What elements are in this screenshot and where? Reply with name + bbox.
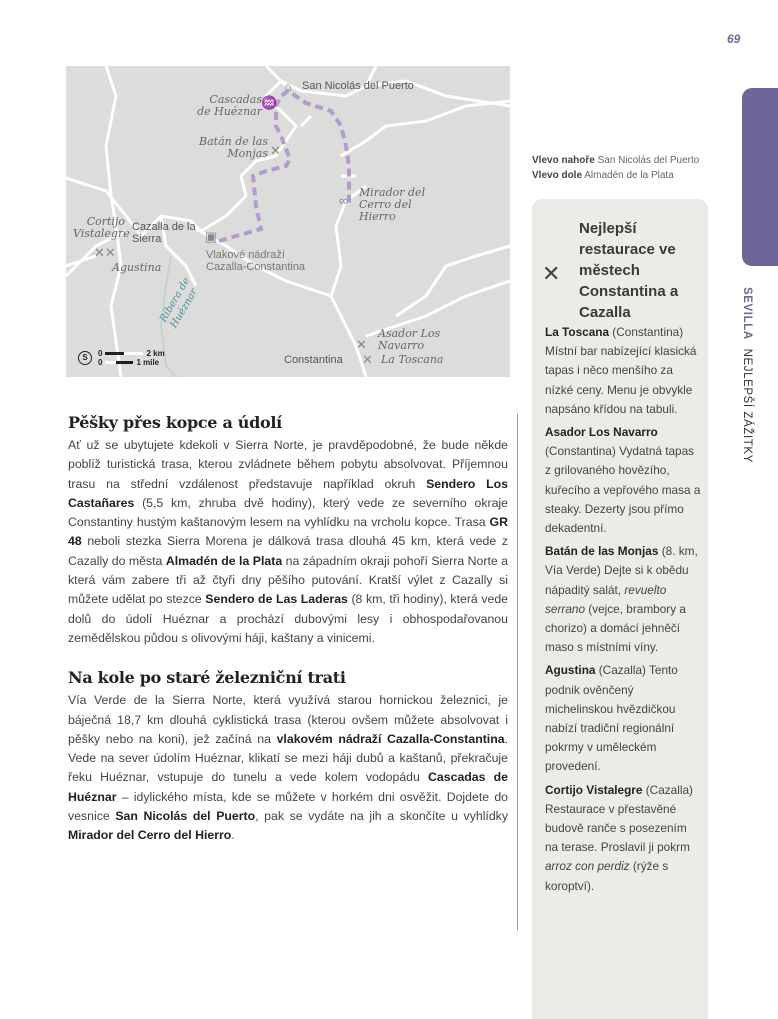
restaurant-icon: ✕✕ bbox=[94, 245, 116, 260]
restaurant-list bbox=[545, 323, 703, 900]
bold-term: San Nicolás del Puerto bbox=[115, 809, 256, 824]
text-run: . Vede na sever údolím Huéznar, klikatí se mezi háji dubů a kaštanů, překračuje řeku Huéznar, vstupuje do tunelu a vede kolem vodopádu bbox=[68, 731, 508, 785]
scale-zero-km: 0 bbox=[98, 349, 103, 358]
map-label-agustina: Agustina bbox=[112, 261, 162, 274]
list-item bbox=[545, 781, 703, 896]
map-label-toscana: La Toscana bbox=[381, 353, 444, 366]
compass-icon: S bbox=[78, 351, 92, 365]
map-label-cortijo: Cortijo Vistalegre bbox=[73, 215, 130, 240]
scale-zero-mile: 0 bbox=[98, 358, 103, 367]
restaurant-desc: (vejce, brambory a chorizo) a domácí jehněčí maso s místními víny. bbox=[545, 601, 686, 655]
town-icon: ⌂ bbox=[284, 79, 292, 94]
map-label-san-nicolas: San Nicolás del Puerto bbox=[302, 80, 414, 92]
map-label-asador: Asador Los Navarro bbox=[378, 327, 441, 352]
running-header bbox=[741, 287, 753, 463]
list-item bbox=[545, 323, 703, 419]
bold-term: Cascadas de Huéznar bbox=[68, 770, 508, 804]
bold-term: vlakovém nádraží Cazalla-Constantina bbox=[276, 731, 505, 746]
map-label-cascadas: Cascadas de Huéznar bbox=[197, 93, 262, 118]
restaurant-desc: (Constantina) Vydatná tapas z grilovaného hovězího, kuřecího a vepřového masa a steaky. Dezerty jsou přímo dekadentní. bbox=[545, 444, 701, 536]
text-run: – idylického místa, kde se můžete v horkém dni osvěžit. Dojdete do vesnice bbox=[68, 789, 508, 824]
restaurant-name: Batán de las Monjas bbox=[545, 544, 659, 559]
page-number: 69 bbox=[727, 32, 741, 46]
restaurant-name: Asador Los Navarro bbox=[545, 425, 658, 440]
photo-captions bbox=[532, 153, 699, 183]
restaurant-desc: (Constantina) Místní bar nabízející klasická tapas i něco menšího za nízké ceny. Menu je obvykle napsáno křídou na tabuli. bbox=[545, 325, 697, 416]
chapter-tab bbox=[742, 88, 778, 266]
route-map bbox=[66, 66, 510, 377]
list-item bbox=[545, 423, 703, 538]
bold-term: Sendero de Las Laderas bbox=[205, 592, 348, 607]
restaurant-name: Cortijo Vistalegre bbox=[545, 782, 643, 797]
running-header-section: NEJLEPŠÍ ZÁŽITKY bbox=[741, 348, 753, 463]
restaurant-icon: ✕ bbox=[270, 143, 281, 158]
dish-name: arroz con perdiz bbox=[545, 859, 630, 874]
text-run: (5,5 km, zhruba dvě hodiny), který vede ze severního okraje Constantiny hustým kaštanovým lesem na vyhlídku na vrcholu kopce. Trasa bbox=[68, 495, 508, 530]
bold-term: Almadén de la Plata bbox=[165, 553, 283, 568]
text-run: neboli stezka Sierra Morena je dálková trasa dlouhá 45 km, která vede z Cazally do města bbox=[68, 534, 508, 568]
text-run: Vía Verde de la Sierra Norte, která využívá starou hornickou železnici, je báječná 18,7 km dlouhá cyklistická trasa (kterou ovšem můžete absolvovat i pěšky nebo na koni), jež začíná na bbox=[68, 693, 508, 746]
scale-mile: 1 mile bbox=[136, 358, 160, 367]
main-article bbox=[68, 413, 508, 846]
text-run: . bbox=[231, 828, 235, 843]
caption-text: San Nicolás del Puerto bbox=[597, 155, 700, 166]
section-hiking bbox=[68, 413, 508, 648]
restaurant-desc: (8. km, Vía Verde) Dejte si k obědu nápaditý salát, bbox=[545, 544, 698, 597]
sidebar-title: Nejlepší restaurace ve městech Constantina a Cazalla bbox=[579, 220, 679, 321]
caption-text: Almadén de la Plata bbox=[584, 170, 674, 181]
bold-term: GR 48 bbox=[68, 515, 508, 549]
text-run: (8 km, tři hodiny), která vede dolů do údolí Huéznar a prochází dubovými lesy i obhospodařovanou zemědělskou půdou s olivovými háji, kaštany a vinicemi. bbox=[68, 592, 508, 645]
text-run: na západním okraji pohoří Sierra Norte a která vám zabere tři až čtyři dny pěšího putování. Kratší výlet z Cazally si můžete udělat po stezce bbox=[68, 553, 509, 607]
section-body bbox=[68, 691, 508, 845]
restaurant-desc: (rýže s koroptví). bbox=[545, 859, 669, 893]
running-header-city: SEVILLA bbox=[741, 287, 753, 340]
map-label-batan: Batán de las Monjas bbox=[199, 135, 268, 160]
scale-bar-km bbox=[105, 352, 143, 355]
road bbox=[66, 81, 510, 236]
dish-name: revuelto serrano bbox=[545, 582, 667, 616]
scale-km: 2 km bbox=[146, 349, 165, 358]
restaurant-name: La Toscana bbox=[545, 325, 610, 339]
section-heading: Pěšky přes kopce a údolí bbox=[68, 413, 282, 432]
map-label-mirador: Mirador del Cerro del Hierro bbox=[359, 186, 426, 223]
restaurant-name: Agustina bbox=[545, 663, 596, 678]
restaurant-desc: (Cazalla) Restaurace v přestavěné budově ranče s posezením na terase. Proslavil ji pokrm bbox=[545, 782, 693, 855]
map-label-cazalla: Cazalla de la Sierra bbox=[132, 221, 196, 245]
road bbox=[396, 246, 510, 316]
binoculars-icon: ∞ bbox=[339, 193, 349, 208]
bold-term: Mirador del Cerro del Hierro bbox=[68, 828, 232, 843]
map-label-river: Ribera de Huéznar bbox=[158, 275, 200, 331]
map-label-constantina: Constantina bbox=[284, 354, 343, 366]
column-divider bbox=[517, 414, 518, 930]
text-run: , pak se vydáte na jih a skončíte u vyhlídky bbox=[255, 809, 508, 824]
restaurant-icon: ✕ bbox=[542, 261, 561, 286]
text-run: Ať už se ubytujete kdekoli v Sierra Norte, je pravděpodobné, že bude někde poblíž turistická trasa, kterou zvládnete během pobytu absolvovat. Příjemnou trasu na střední vzdálenost představuje například okruh bbox=[68, 438, 508, 491]
section-heading: Na kole po staré železniční trati bbox=[68, 668, 346, 688]
road bbox=[341, 101, 510, 156]
list-item bbox=[545, 661, 703, 776]
train-icon: ▣ bbox=[205, 229, 218, 244]
restaurant-sidebar bbox=[532, 199, 708, 1019]
caption bbox=[532, 153, 699, 168]
section-cycling bbox=[68, 668, 508, 845]
section-body bbox=[68, 436, 508, 648]
restaurant-icon: ✕ bbox=[356, 337, 367, 352]
caption-label: Vlevo nahoře bbox=[532, 155, 595, 166]
waterfall-icon: ♒ bbox=[261, 95, 278, 110]
list-item bbox=[545, 542, 703, 657]
bold-term: Sendero Los Castañares bbox=[68, 476, 508, 510]
restaurant-icon: ✕ bbox=[362, 352, 373, 367]
caption bbox=[532, 168, 699, 183]
map-label-station: Vlakové nádraží Cazalla-Constantina bbox=[206, 249, 306, 273]
restaurant-desc: (Cazalla) Tento podnik ověnčený michelinskou hvězdičkou nabízí tradiční regionální pokrmy v uměleckém provedení. bbox=[545, 663, 678, 774]
caption-label: Vlevo dole bbox=[532, 170, 583, 181]
scale-bar-mile bbox=[105, 361, 133, 364]
